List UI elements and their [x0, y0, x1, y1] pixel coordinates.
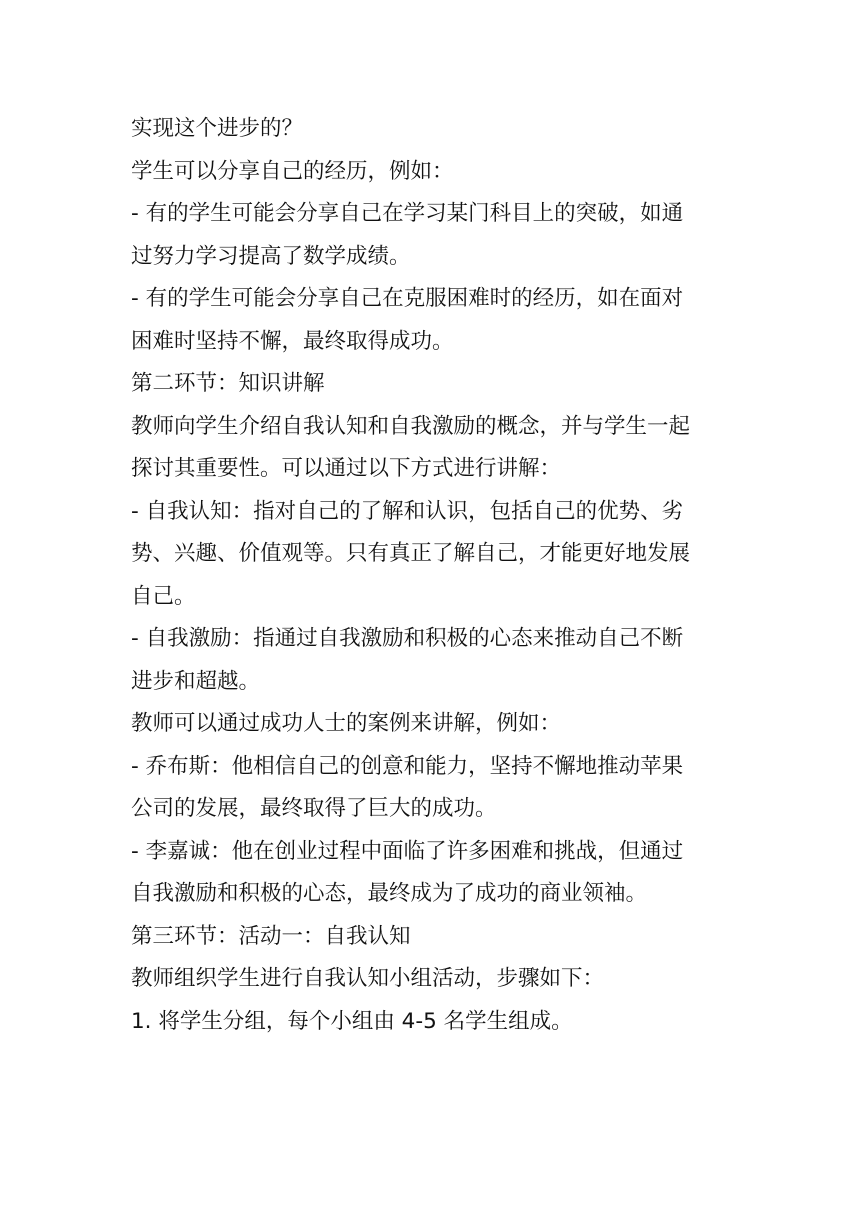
list-item: - 李嘉诚：他在创业过程中面临了许多困难和挑战，但通过	[131, 838, 684, 864]
text-line: 教师向学生介绍自我认知和自我激励的概念，并与学生一起	[131, 413, 691, 439]
text-line: 教师组织学生进行自我认知小组活动，步骤如下：	[131, 966, 605, 991]
list-item: - 自我认知：指对自己的了解和认识，包括自己的优势、劣	[131, 498, 684, 524]
text-line: 困难时坚持不懈，最终取得成功。	[131, 328, 454, 354]
text-line: 进步和超越。	[131, 668, 261, 694]
text-line: 自我激励和积极的心态，最终成为了成功的商业领袖。	[131, 881, 648, 906]
list-item: - 有的学生可能会分享自己在克服困难时的经历，如在面对	[131, 286, 684, 311]
section-heading: 第三环节：活动一：自我认知	[131, 923, 411, 949]
text-line: 实现这个进步的？	[131, 116, 304, 141]
section-heading: 第二环节：知识讲解	[131, 371, 325, 396]
list-item: - 自我激励：指通过自我激励和积极的心态来推动自己不断	[131, 626, 684, 651]
text-line: 学生可以分享自己的经历，例如：	[131, 158, 454, 184]
text-line: 势、兴趣、价值观等。只有真正了解自己，才能更好地发展	[131, 541, 691, 566]
document-body	[131, 108, 731, 1043]
text-line: 过努力学习提高了数学成绩。	[131, 243, 411, 269]
list-item: 1. 将学生分组，每个小组由 4-5 名学生组成。	[131, 1008, 573, 1034]
text-line: 自己。	[131, 583, 196, 609]
list-item: - 有的学生可能会分享自己在学习某门科目上的突破，如通	[131, 201, 684, 226]
text-line: 教师可以通过成功人士的案例来讲解，例如：	[131, 711, 562, 736]
list-item: - 乔布斯：他相信自己的创意和能力，坚持不懈地推动苹果	[131, 753, 684, 779]
text-line: 公司的发展，最终取得了巨大的成功。	[131, 796, 497, 821]
text-line: 探讨其重要性。可以通过以下方式进行讲解：	[131, 456, 562, 481]
